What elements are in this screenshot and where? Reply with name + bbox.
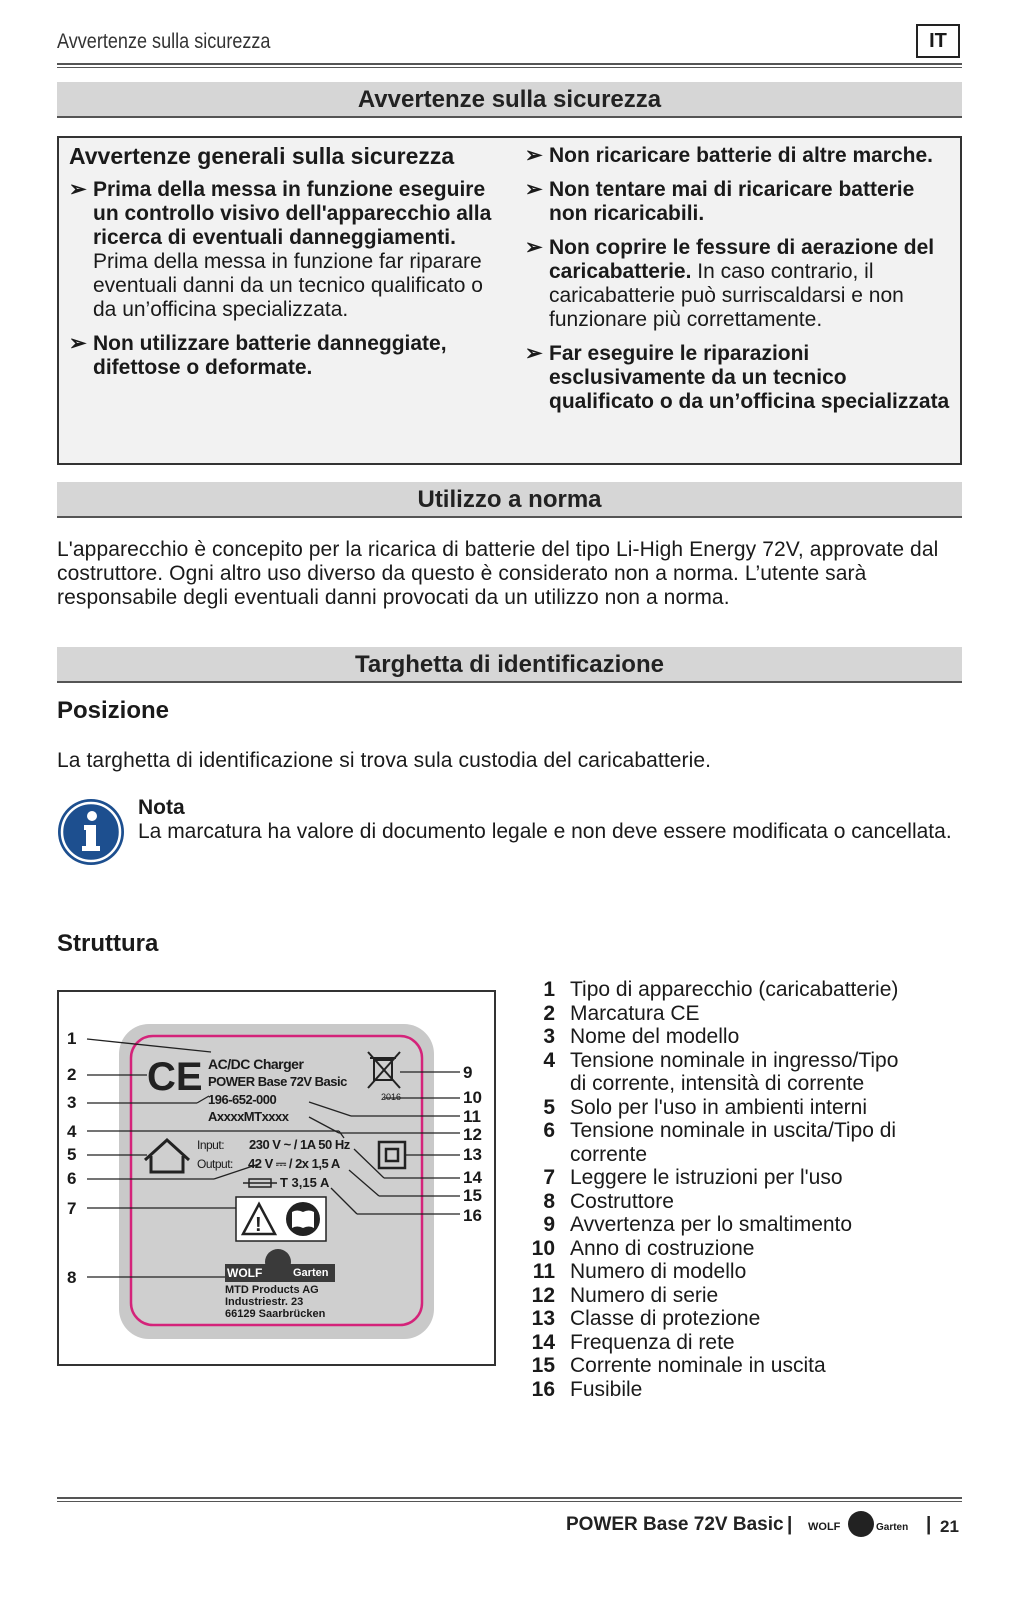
arrow-icon: ➢	[525, 144, 543, 167]
plate-brand-wolf: WOLF	[227, 1266, 263, 1280]
bullet-bold: Non tentare mai di ricaricare batterie non ricaricabili.	[549, 178, 915, 225]
arrow-icon: ➢	[525, 178, 543, 201]
running-header: Avvertenze sulla sicurezza	[57, 30, 271, 53]
callout-number: 9	[463, 1063, 473, 1082]
position-text: La targhetta di identificazione si trova sula custodia del caricabatterie.	[57, 749, 712, 772]
general-safety-title: Avvertenze generali sulla sicurezza	[69, 143, 455, 169]
callout-number: 12	[463, 1125, 482, 1144]
svg-text:!: !	[255, 1214, 262, 1236]
footer-logo-wolf: WOLF	[808, 1521, 841, 1533]
callout-number: 2	[67, 1065, 77, 1084]
callout-number: 11	[463, 1107, 481, 1126]
info-icon	[57, 798, 125, 866]
callout-number: 5	[67, 1145, 77, 1164]
list-item	[69, 332, 509, 380]
footer-rule	[57, 1497, 962, 1499]
legend-list	[525, 978, 898, 1401]
plate-year: 2016	[381, 1092, 402, 1102]
legend-row: di corrente, intensità di corrente	[570, 1072, 865, 1095]
note-title: Nota	[138, 796, 185, 819]
safety-box	[57, 136, 962, 465]
callout-number: 3	[67, 1093, 77, 1112]
legend-row: 14 Frequenza di rete	[531, 1330, 735, 1354]
arrow-icon: ➢	[69, 178, 87, 201]
legend-row: 15 Corrente nominale in uscita	[531, 1354, 826, 1377]
legend-row: 3 Nome del modello	[543, 1025, 740, 1048]
usage-paragraph: L'apparecchio è concepito per la ricarica di batterie del tipo Li-High Energy 72V, approvate dal costruttore. Ogni altro uso diverso da questo è considerato non a norma. L’utente sarà responsabile degli eventuali danni provocati da un utilizzo non a norma.	[57, 538, 939, 609]
footer-separator: |	[787, 1514, 793, 1535]
callout-number: 10	[463, 1088, 482, 1107]
bullet-text: In caso contrario, il caricabatterie può surriscaldarsi e non funzionare più correttamente.	[549, 260, 904, 331]
legend-row: 8 Costruttore	[543, 1189, 674, 1213]
maker-line: MTD Products AG	[225, 1284, 319, 1296]
plate-maker	[225, 1284, 325, 1320]
maker-line: 66129 Saarbrücken	[225, 1308, 326, 1320]
footer-logo	[808, 1515, 918, 1541]
bullet-bold: Non coprire le fessure di aerazione del caricabatterie.	[549, 236, 935, 283]
section-plate-title: Targhetta di identificazione	[57, 647, 962, 683]
plate-brand-garten: Garten	[293, 1267, 329, 1279]
plate-fuse: T 3,15 A	[280, 1175, 330, 1190]
legend-row: 12 Numero di serie	[531, 1283, 719, 1307]
plate-number: 196-652-000	[208, 1092, 277, 1107]
list-item	[525, 342, 950, 414]
note-text: La marcatura ha valore di documento legale e non deve essere modificata o cancellata.	[138, 820, 952, 843]
callout-number: 7	[67, 1199, 77, 1218]
callout-number: 8	[67, 1268, 77, 1287]
ce-mark-icon: CE	[147, 1055, 203, 1099]
maker-line: Industriestr. 23	[225, 1296, 304, 1308]
legend-row: 6 Tensione nominale in uscita/Tipo di	[543, 1119, 897, 1142]
position-title: Posizione	[57, 697, 170, 724]
list-item	[525, 144, 950, 168]
legend-row: 16 Fusibile	[531, 1377, 643, 1401]
plate-input-value: 230 V ~ / 1A 50 Hz	[249, 1137, 350, 1152]
plate-input-label: Input:	[197, 1138, 225, 1152]
callout-number: 13	[463, 1145, 482, 1164]
list-item	[525, 178, 950, 226]
legend-row: 9 Avvertenza per lo smaltimento	[543, 1213, 853, 1236]
legend-row: 10 Anno di costruzione	[531, 1236, 755, 1260]
footer-product: POWER Base 72V Basic	[566, 1514, 784, 1535]
callout-number: 1	[67, 1029, 77, 1048]
bullet-text: Prima della messa in funzione far riparare eventuali danni da un tecnico qualificato o da un’officina specializzata.	[93, 250, 483, 321]
structure-title: Struttura	[57, 930, 159, 957]
plate-output-label: Output:	[197, 1157, 233, 1171]
nameplate-figure	[57, 990, 496, 1366]
arrow-icon: ➢	[525, 236, 543, 259]
arrow-icon: ➢	[525, 342, 543, 365]
list-item	[525, 236, 950, 332]
bullet-bold: Non ricaricare batterie di altre marche.	[549, 144, 933, 167]
language-badge: IT	[916, 24, 960, 58]
arrow-icon: ➢	[69, 332, 87, 355]
footer-rule-2	[57, 1501, 962, 1502]
callout-number: 14	[463, 1168, 482, 1187]
bullet-bold: Prima della messa in funzione eseguire un controllo visivo dell'apparecchio alla ricerca di eventuali danneggiamenti.	[93, 178, 492, 249]
plate-product: AC/DC Charger	[208, 1056, 304, 1072]
wolf-head-icon	[848, 1511, 874, 1537]
footer-logo-garten: Garten	[876, 1522, 909, 1533]
plate-serial: AxxxxMTxxxx	[208, 1109, 289, 1124]
plate-model: POWER Base 72V Basic	[208, 1074, 347, 1089]
callout-number: 16	[463, 1206, 482, 1225]
legend-row: 7 Leggere le istruzioni per l'uso	[543, 1166, 843, 1189]
page-number: 21	[940, 1517, 959, 1536]
legend-row: corrente	[570, 1142, 648, 1166]
bullet-bold: Far eseguire le riparazioni esclusivamente da un tecnico qualificato o da un’officina specializzata	[549, 342, 950, 413]
legend-row: 11 Numero di modello	[532, 1260, 747, 1283]
section-safety-title: Avvertenze sulla sicurezza	[57, 82, 962, 118]
legend-row: 1 Tipo di apparecchio (caricabatterie)	[543, 978, 899, 1001]
section-usage-title: Utilizzo a norma	[57, 482, 962, 518]
list-item	[69, 178, 509, 322]
footer-separator-2: |	[926, 1514, 932, 1535]
legend-row: 2 Marcatura CE	[543, 1001, 700, 1025]
bullet-bold: Non utilizzare batterie danneggiate, difettose o deformate.	[93, 332, 447, 379]
callout-number: 4	[67, 1122, 77, 1141]
safety-col-left	[69, 144, 509, 390]
legend-row: 5 Solo per l'uso in ambienti interni	[543, 1095, 868, 1119]
plate-output-value: 42 V ⎓ / 2x 1,5 A	[248, 1156, 340, 1171]
legend-row: 13 Classe di protezione	[531, 1307, 761, 1330]
legend-row: 4 Tensione nominale in ingresso/Tipo	[543, 1048, 899, 1072]
callout-number: 15	[463, 1186, 482, 1205]
header-rule-2	[57, 67, 962, 68]
callout-number: 6	[67, 1169, 77, 1188]
header-rule	[57, 63, 962, 65]
safety-col-right	[525, 144, 950, 424]
